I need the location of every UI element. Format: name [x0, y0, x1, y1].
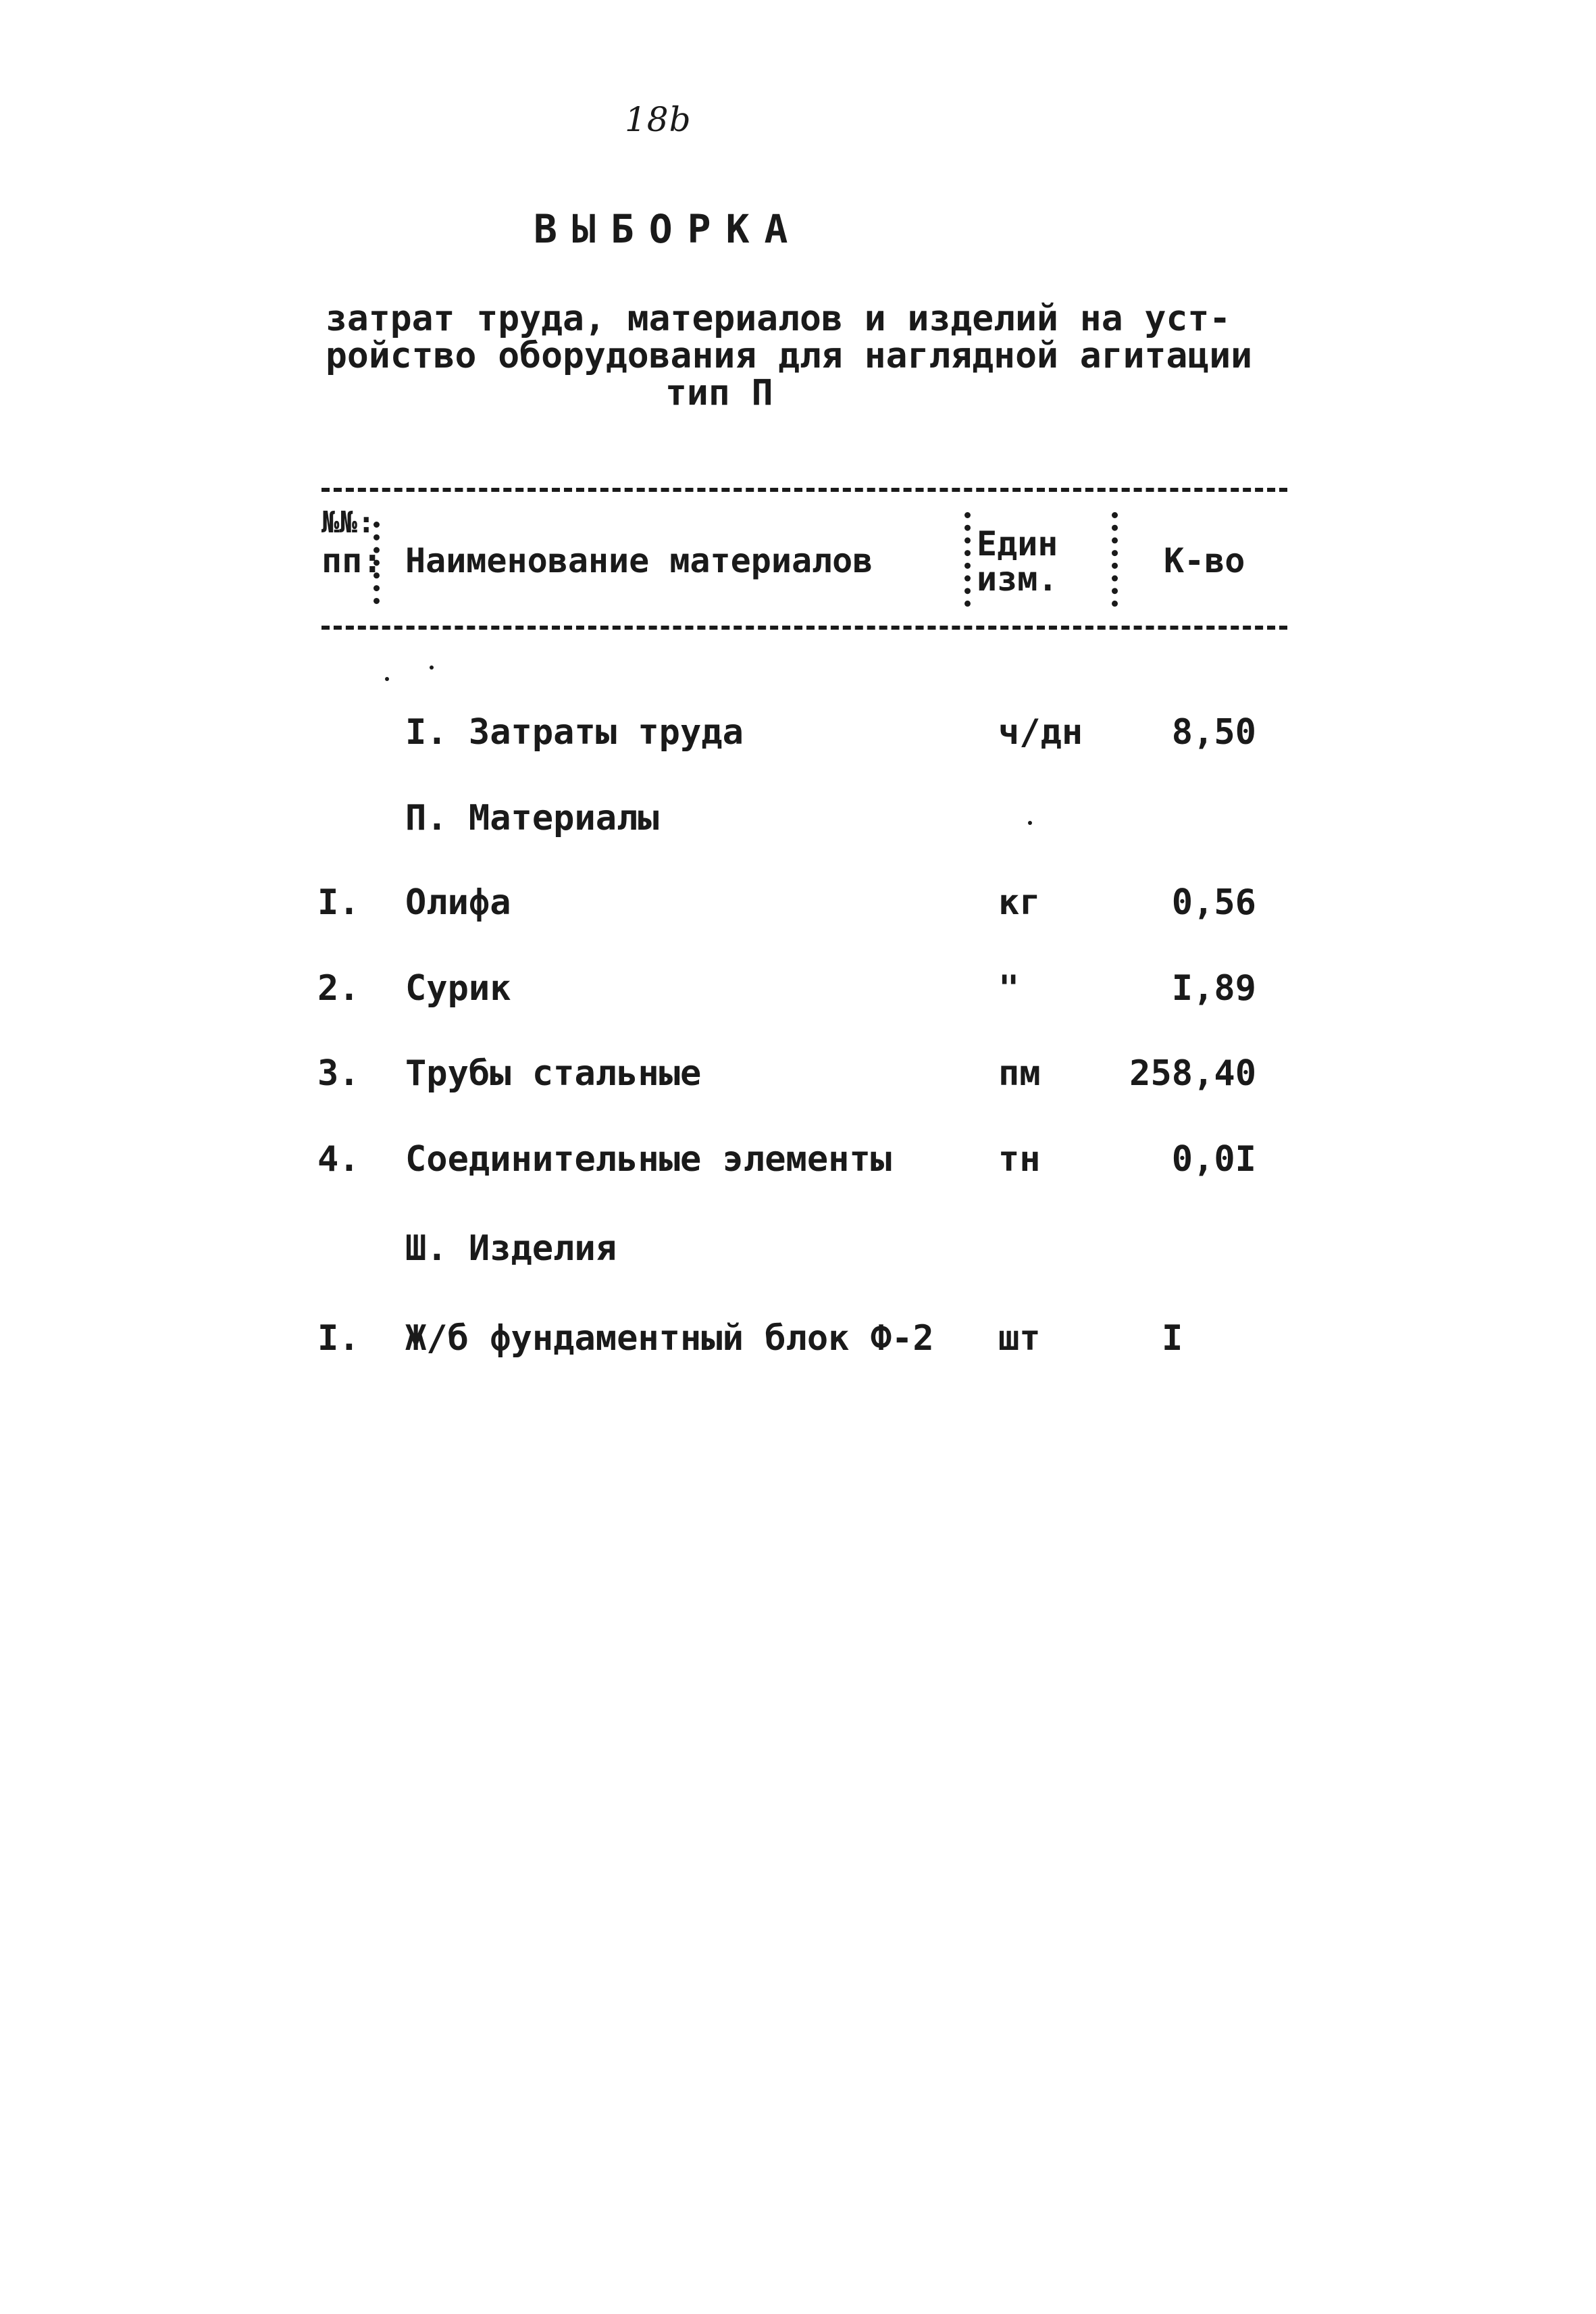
row-number: 2.	[317, 968, 360, 1009]
row-quantity: I,89	[1171, 968, 1256, 1009]
header-unit-line-2: изм.	[977, 559, 1058, 599]
row-number: 3.	[317, 1053, 360, 1094]
row-number: I.	[317, 1318, 360, 1359]
row-quantity: I	[1162, 1318, 1183, 1359]
row-quantity: 8,50	[1171, 712, 1256, 753]
page-number: 18b	[625, 100, 692, 139]
subtitle-line-3: тип П	[665, 372, 773, 413]
row-name: Сурик	[405, 968, 511, 1009]
header-name: Наименование материалов	[405, 541, 873, 580]
header-quantity: К-во	[1164, 541, 1245, 580]
row-name: Ж/б фундаментный блок Ф-2	[405, 1318, 934, 1359]
header-number-line-2: пп:	[321, 541, 383, 580]
row-unit: пм	[998, 1053, 1041, 1094]
row-unit: ч/дн	[998, 712, 1083, 753]
subtitle-line-1: затрат труда, материалов и изделий на уст-	[326, 298, 1231, 339]
header-column-separator-3	[1112, 512, 1118, 607]
header-column-separator-1	[374, 522, 380, 604]
table-bottom-rule	[321, 626, 1287, 630]
row-name: I. Затраты труда	[405, 712, 744, 753]
row-number: 4.	[317, 1139, 360, 1180]
header-unit-line-1: Един	[977, 524, 1058, 563]
subtitle-line-2: ройство оборудования для наглядной агитации	[326, 335, 1253, 376]
row-number: I.	[317, 882, 360, 923]
row-quantity: 0,0I	[1171, 1139, 1256, 1180]
table-top-rule	[321, 488, 1287, 492]
row-name: Олифа	[405, 882, 511, 923]
row-name: П. Материалы	[405, 798, 659, 838]
row-unit: шт	[998, 1318, 1041, 1359]
header-column-separator-2	[964, 512, 971, 607]
row-quantity: 0,56	[1171, 882, 1256, 923]
row-name: Трубы стальные	[405, 1053, 702, 1094]
row-quantity: 258,40	[1129, 1053, 1256, 1094]
header-number-line-1: №№:	[321, 505, 376, 540]
document-title: ВЫБОРКА	[534, 206, 803, 252]
scan-speck	[1028, 821, 1032, 825]
row-name: Соединительные элементы	[405, 1139, 892, 1180]
row-unit: "	[998, 968, 1020, 1009]
scan-speck	[385, 677, 389, 681]
row-unit: кг	[998, 882, 1041, 923]
row-name: Ш. Изделия	[405, 1228, 617, 1269]
row-unit: тн	[998, 1139, 1041, 1180]
scan-speck	[430, 665, 434, 670]
